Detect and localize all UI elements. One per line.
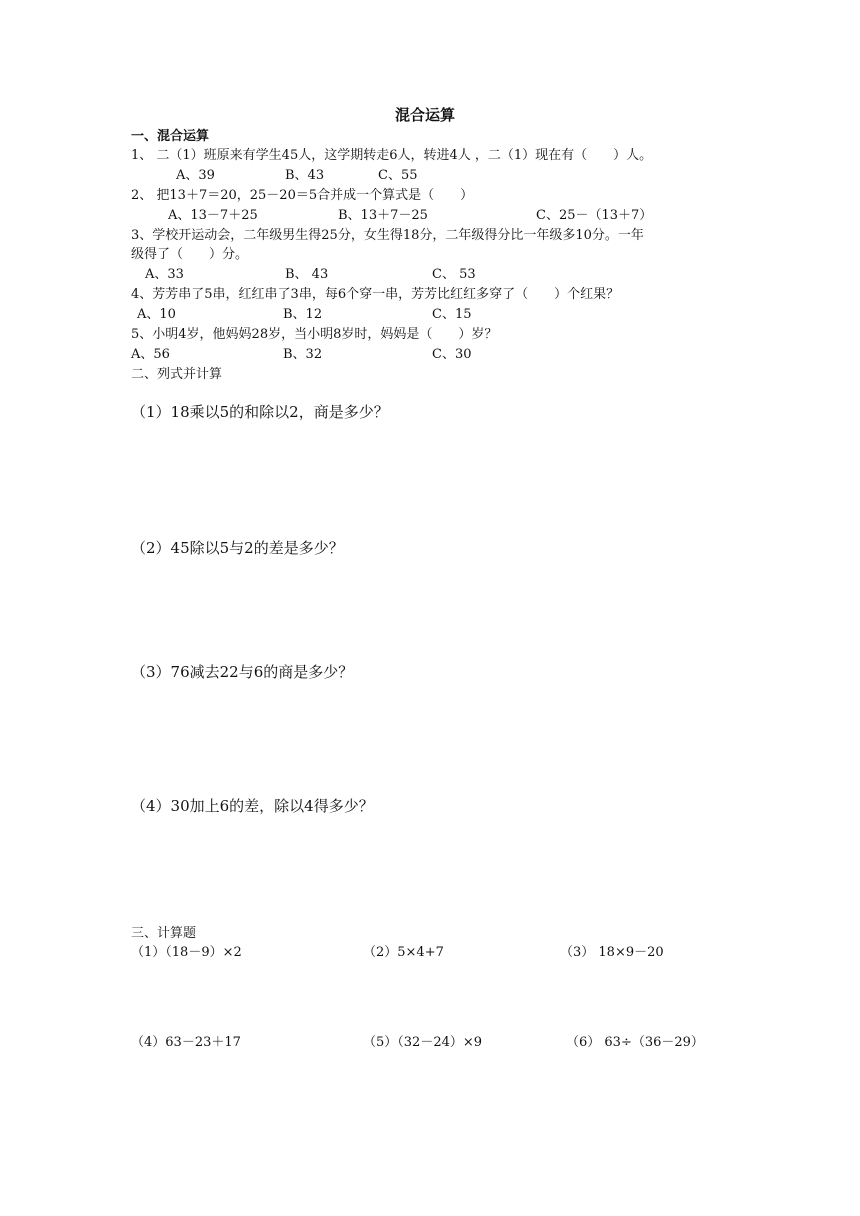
q2-text: 2、 把13＋7＝20，25－20＝5合并成一个算式是（ ）	[131, 188, 474, 203]
q4-option-b: B、12	[283, 307, 323, 322]
q5-text: 5、小明4岁，他妈妈28岁，当小明8岁时，妈妈是（ ）岁？	[131, 327, 498, 342]
q3-text-line2: 级得了（ ）分。	[131, 247, 249, 262]
q2-option-b: B、13＋7－25	[338, 208, 428, 223]
q2-option-c: C、25－（13＋7）	[536, 208, 653, 223]
q3-option-c: C、 53	[432, 267, 476, 282]
section2-heading: 二、列式并计算	[131, 367, 223, 382]
q2-option-a: A、13－7＋25	[168, 208, 258, 223]
section3-heading: 三、计算题	[131, 926, 197, 941]
q5-option-b: B、32	[283, 347, 323, 362]
q1-option-b: B、43	[285, 168, 325, 183]
q4-option-a: A、10	[137, 307, 176, 322]
page-title: 混合运算	[395, 106, 456, 124]
q4-option-c: C、15	[432, 307, 472, 322]
calc-item-1: （1）（18－9）×2	[131, 945, 242, 960]
q1-text: 1、 二（1）班原来有学生45人，这学期转走6人，转进4人 ，二（1）现在有（ ）人。	[131, 148, 653, 163]
calc-item-6: （6） 63÷（36－29）	[566, 1035, 704, 1050]
calc-item-3: （3） 18×9－20	[560, 945, 664, 960]
q4-text: 4、芳芳串了5串，红红串了3串，每6个穿一串，芳芳比红红多穿了（ ）个红果？	[131, 287, 620, 302]
section2-question-4: （4）30加上6的差，除以4得多少？	[131, 797, 374, 815]
calc-item-2: （2）5×4+7	[363, 945, 444, 960]
q3-option-a: A、33	[145, 267, 184, 282]
section2-question-3: （3）76减去22与6的商是多少？	[131, 663, 354, 681]
q5-option-a: A、56	[131, 347, 170, 362]
q3-option-b: B、 43	[285, 267, 329, 282]
calc-item-5: （5）（32－24）×9	[363, 1035, 483, 1050]
q3-text-line1: 3、学校开运动会，二年级男生得25分，女生得18分，二年级得分比一年级多10分。一年	[131, 228, 644, 243]
calc-item-4: （4）63－23＋17	[131, 1035, 241, 1050]
section1-heading: 一、混合运算	[131, 129, 210, 144]
section2-question-1: （1）18乘以5的和除以2，商是多少？	[131, 403, 389, 421]
q1-option-c: C、55	[378, 168, 418, 183]
section2-question-2: （2）45除以5与2的差是多少？	[131, 539, 344, 557]
q5-option-c: C、30	[432, 347, 472, 362]
q1-option-a: A、39	[176, 168, 215, 183]
